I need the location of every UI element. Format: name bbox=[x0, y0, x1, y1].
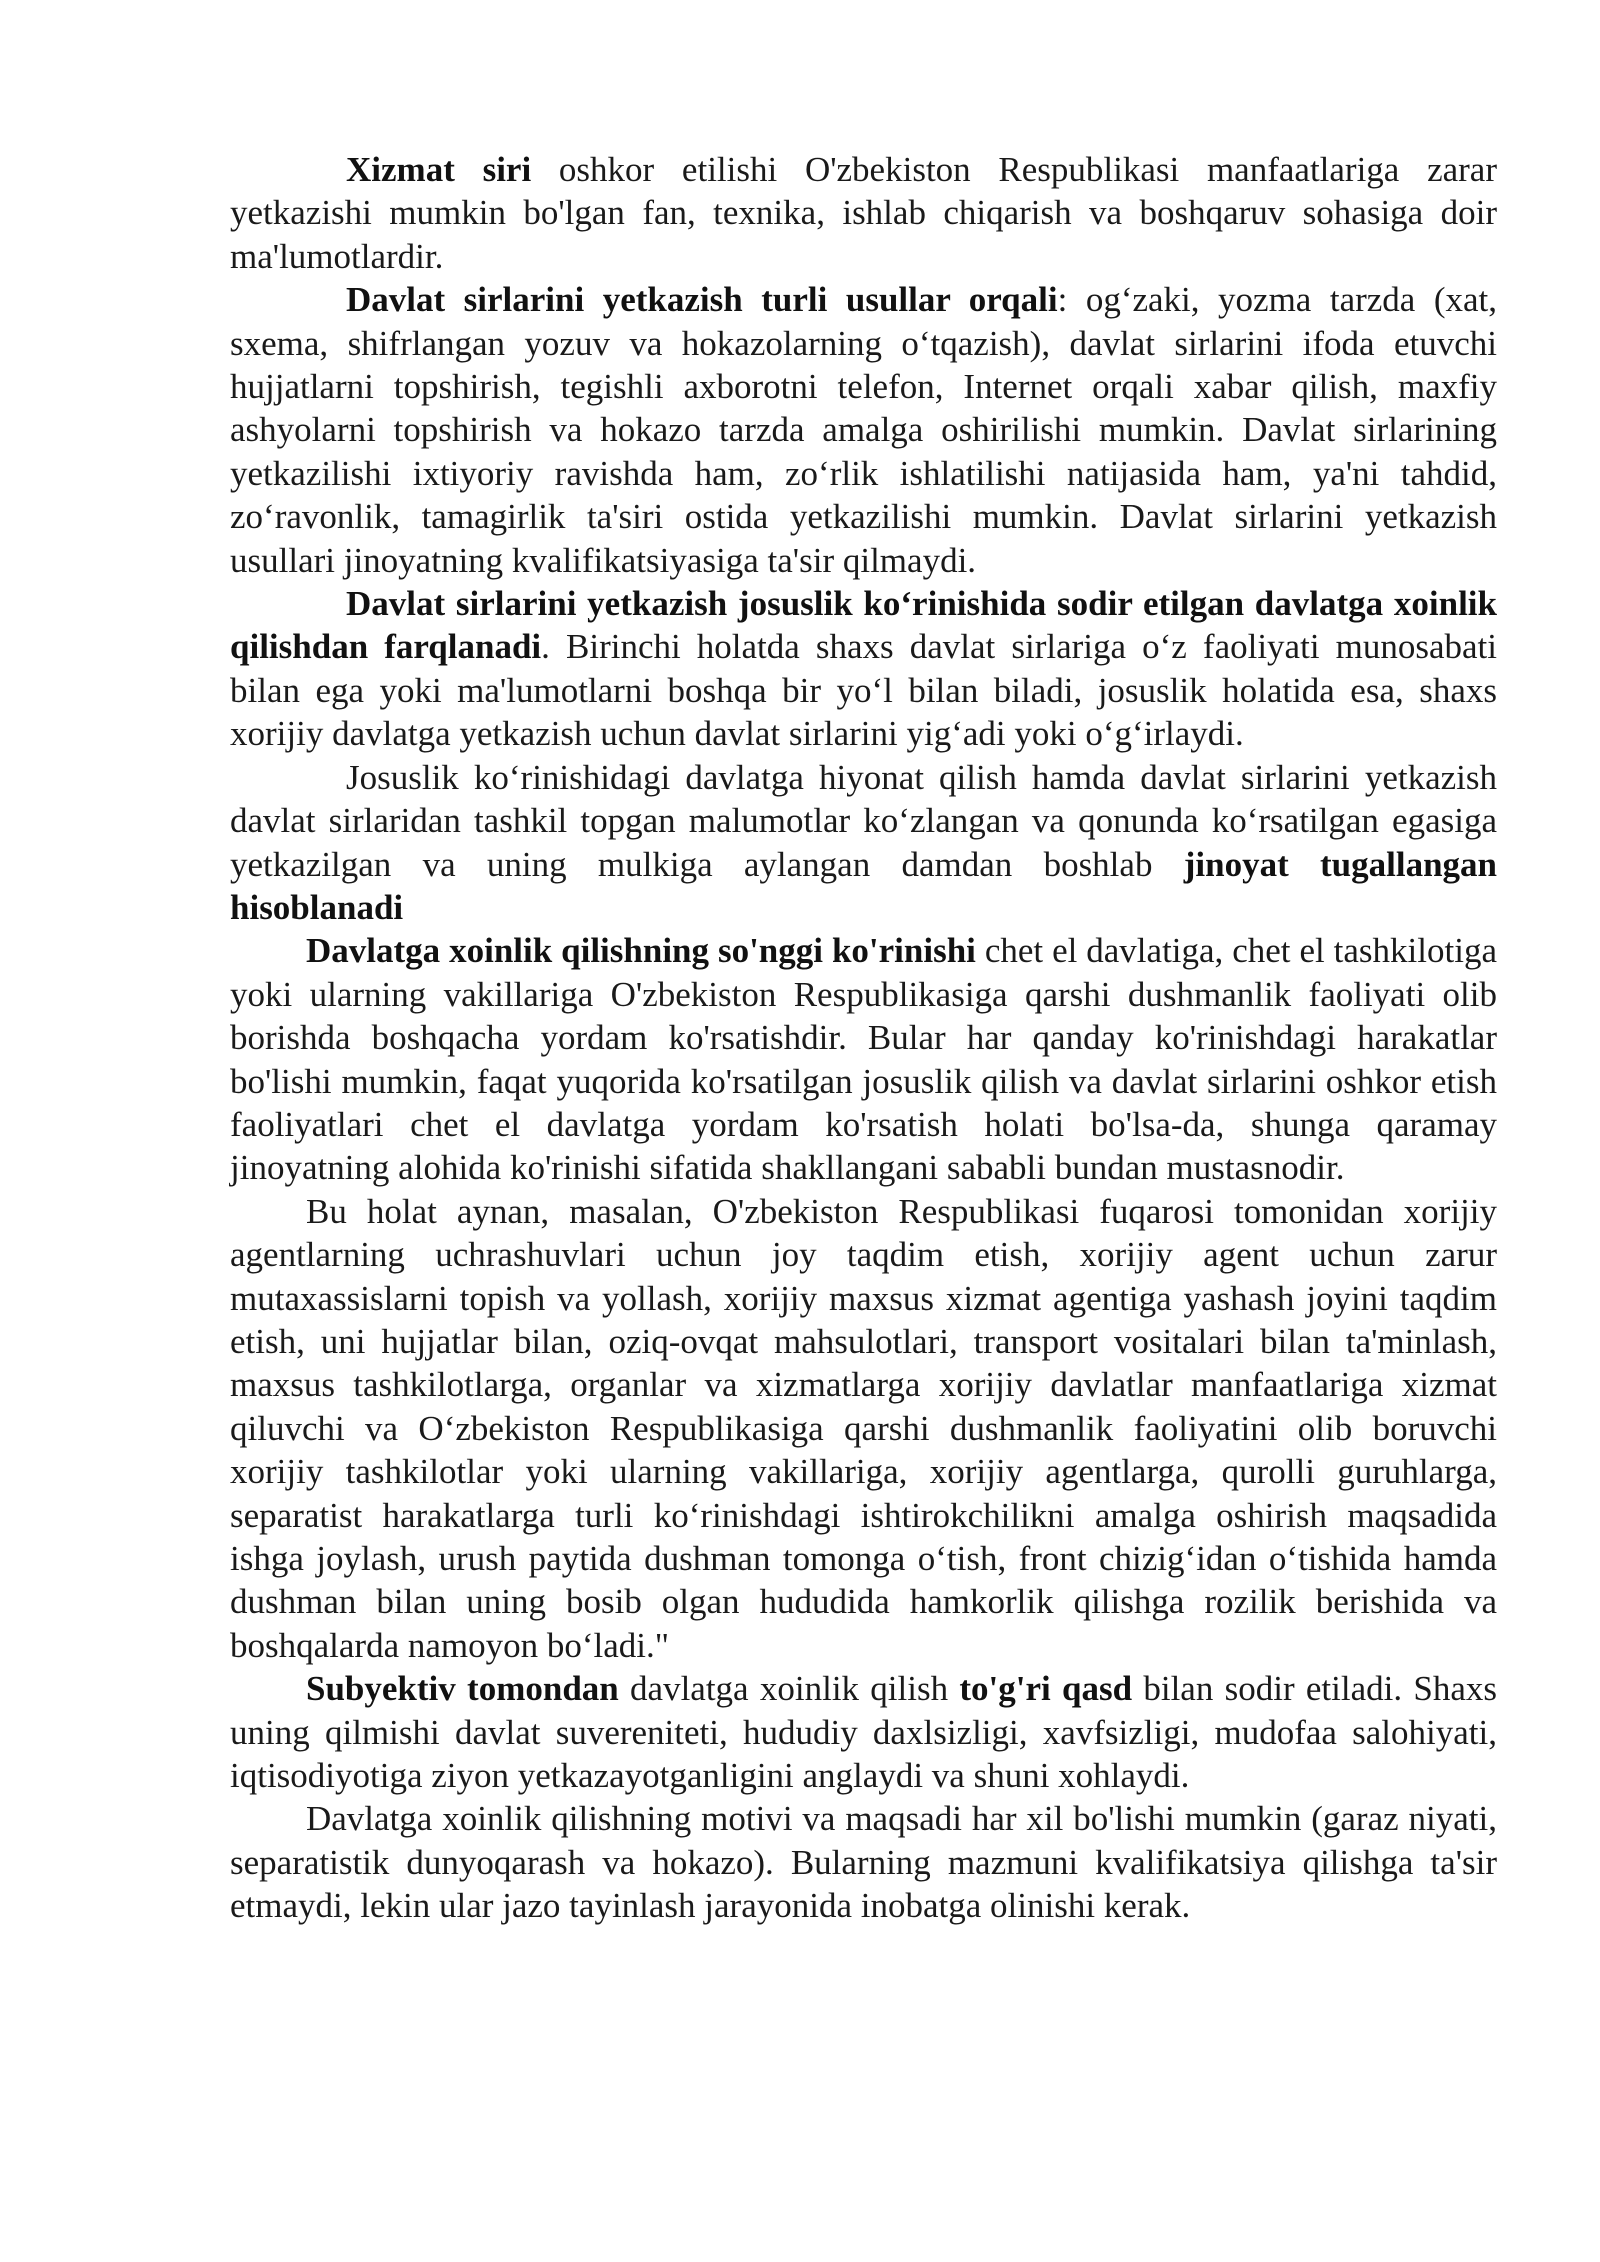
term-tugallangan-jinoyat: jinoyat tugallangan hisoblanadi bbox=[230, 844, 1498, 927]
paragraph-songgi-korinish bbox=[230, 929, 1497, 1189]
paragraph-xizmat-siri bbox=[230, 148, 1497, 278]
paragraph-josuslikdan-farqi bbox=[230, 582, 1497, 756]
paragraph-motiv-maqsad bbox=[230, 1797, 1497, 1927]
term-josuslikdan-farqi: Davlat sirlarini yetkazish josuslik ko‘rinishida sodir etilgan davlatga xoinlik qilishdan farqlanadi bbox=[230, 584, 1497, 667]
paragraph-text: davlatga xoinlik qilish bbox=[618, 1669, 960, 1709]
paragraph-text: bilan sodir etiladi. Shaxs uning qilmishi davlat suvereniteti, hududiy daxlsizligi, xavfsizligi, mudofaa salohiyati, iqtisodiyotiga ziyon yetkazayotganligini anglaydi va shuni xohlaydi. bbox=[230, 1669, 1497, 1796]
paragraph-text: Davlatga xoinlik qilishning motivi va maqsadi har xil bo'lishi mumkin (garaz niyati, separatistik dunyoqarash va hokazo). Bularning mazmuni kvalifikatsiya qilishga ta'sir etmaydi, lekin ular jazo tayinlash jarayonida inobatga olinishi kerak. bbox=[230, 1799, 1497, 1926]
paragraph-text: Josuslik ko‘rinishidagi davlatga hiyonat qilish hamda davlat sirlarini yetkazish davlat sirlaridan tashkil topgan malumotlar ko‘zlangan va qonunda ko‘rsatilgan egasiga yetkazilgan va uning mulkiga aylangan damdan boshlab bbox=[230, 757, 1497, 884]
paragraph-subyektiv-tomon bbox=[230, 1667, 1497, 1797]
document-page bbox=[230, 148, 1497, 1928]
term-xizmat-siri: Xizmat siri bbox=[346, 150, 532, 189]
term-yetkazish-usullari: Davlat sirlarini yetkazish turli usullar orqali bbox=[346, 280, 1058, 320]
paragraph-text: . Birinchi holatda shaxs davlat sirlariga o‘z faoliyati munosabati bilan ega yoki ma'lumotlarni boshqa bir yo‘l bilan biladi, josuslik holatida esa, shaxs xorijiy davlatga yetkazish uchun davlat sirlarini yig‘adi yoki o‘g‘irlaydi. bbox=[230, 627, 1497, 754]
term-togri-qasd: to'g'ri qasd bbox=[959, 1669, 1133, 1709]
paragraph-yetkazish-usullari bbox=[230, 278, 1497, 582]
paragraph-tugallangan-jinoyat bbox=[230, 756, 1497, 930]
term-songgi-korinish: Davlatga xoinlik qilishning so'nggi ko'rinishi bbox=[306, 931, 976, 971]
paragraph-text: chet el davlatiga, chet el tashkilotiga yoki ularning vakillariga O'zbekiston Respublikasiga qarshi dushmanlik faoliyati olib borishda boshqacha yordam ko'rsatishdir. Bular har qanday ko'rinishdagi harakatlar bo'lishi mumkin, faqat yuqorida ko'rsatilgan josuslik qilish va davlat sirlarini oshkor etish faoliyatlari chet el davlatga yordam ko'rsatish holati bo'lsa-da, shunga qaramay jinoyatning alohida ko'rinishi sifatida shakllangani sababli bundan mustasnodir. bbox=[230, 931, 1497, 1188]
paragraph-text: : og‘zaki, yozma tarzda (xat, sxema, shifrlangan yozuv va hokazolarning o‘tqazish), davlat sirlarini ifoda etuvchi hujjatlarni topshirish, tegishli axborotni telefon, Internet orqali xabar qilish, maxfiy ashyolarni topshirish va hokazo tarzda amalga oshirilishi mumkin. Davlat sirlarining yetkazilishi ixtiyoriy ravishda ham, zo‘rlik ishlatilishi natijasida ham, ya'ni tahdid, zo‘ravonlik, tamagirlik ta'siri ostida yetkazilishi mumkin. Davlat sirlarini yetkazish usullari jinoyatning kvalifikatsiyasiga ta'sir qilmaydi. bbox=[230, 280, 1497, 580]
term-subyektiv-tomon: Subyektiv tomondan bbox=[306, 1669, 619, 1709]
paragraph-text: oshkor etilishi O'zbekiston Respublikasi manfaatlariga zarar yetkazishi mumkin bo'lgan fan, texnika, ishlab chiqarish va boshqaruv sohasiga doir ma'lumotlardir. bbox=[230, 150, 1497, 276]
paragraph-bu-holat bbox=[230, 1190, 1497, 1667]
paragraph-text: Bu holat aynan, masalan, O'zbekiston Respublikasi fuqarosi tomonidan xorijiy agentlarning uchrashuvlari uchun joy taqdim etish, xorijiy agent uchun zarur mutaxassislarni topish va yollash, xorijiy maxsus xizmat agentiga yashash joyini taqdim etish, uni hujjatlar bilan, oziq-ovqat mahsulotlari, transport vositalari bilan ta'minlash, maxsus tashkilotlarga, organlar va xizmatlarga xorijiy davlatlar manfaatlariga xizmat qiluvchi va O‘zbekiston Respublikasiga qarshi dushmanlik faoliyatini olib boruvchi xorijiy tashkilotlar yoki ularning vakillariga, xorijiy agentlarga, qurolli guruhlarga, separatist harakatlarga turli ko‘rinishdagi ishtirokchilikni amalga oshirish maqsadida ishga joylash, urush paytida dushman tomonga o‘tish, front chizig‘idan o‘tishida hamda dushman bilan uning bosib olgan hududida hamkorlik qilishga rozilik berishida va boshqalarda namoyon bo‘ladi." bbox=[230, 1191, 1497, 1665]
